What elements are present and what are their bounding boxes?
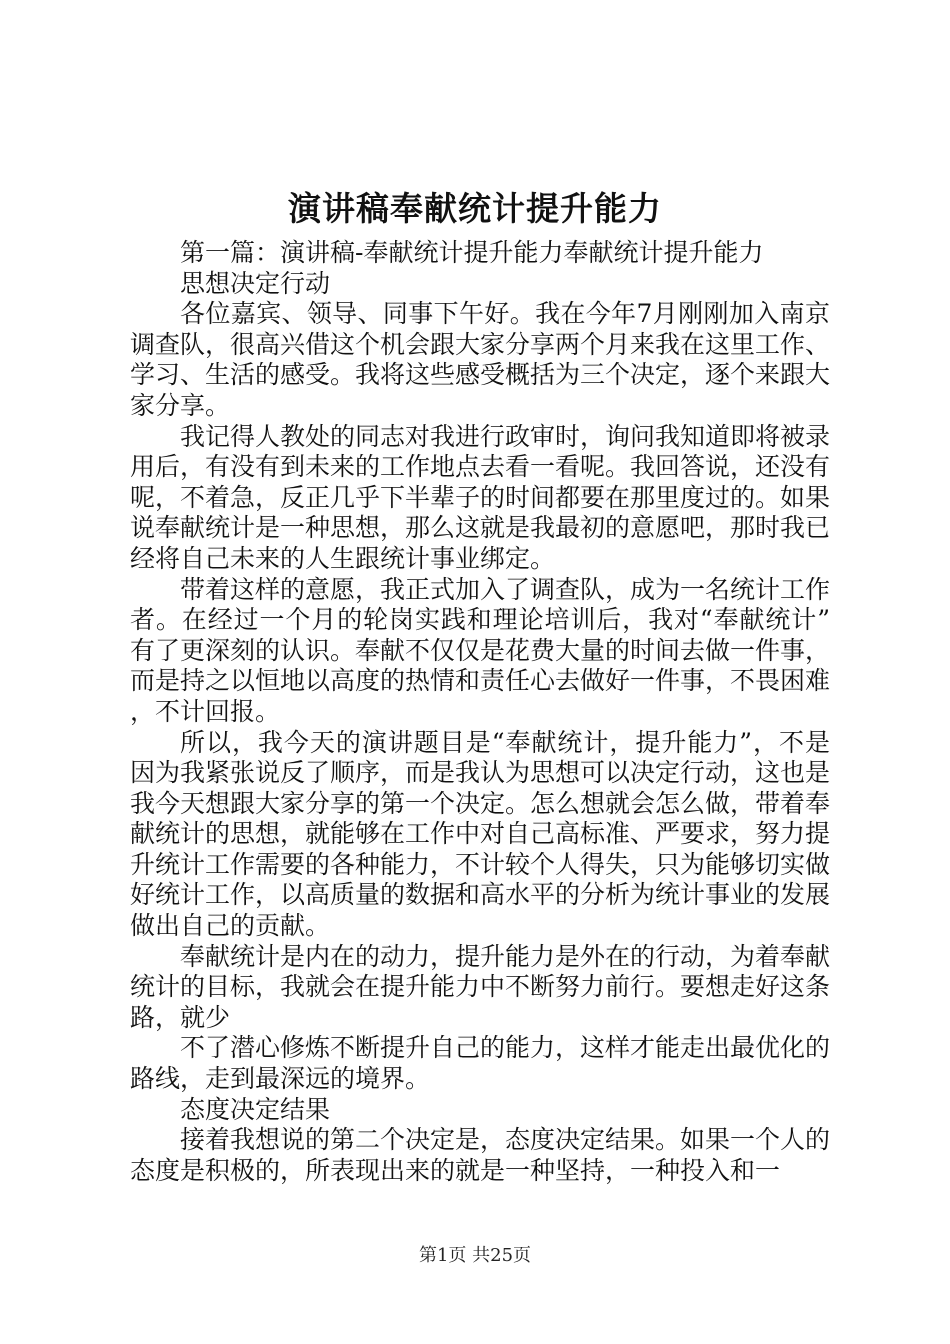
section-heading: 态度决定结果 [180, 1094, 331, 1124]
page-number-footer: 第1页 共25页 [418, 1245, 532, 1266]
document-title: 演讲稿奉献统计提升能力 [288, 189, 662, 228]
paragraph: 各位嘉宾、领导、同事下午好。我在今年7月刚刚加入南京调查队，很高兴借这个机会跟大家分享两个月来我在这里工作、学习、生活的感受。我将这些感受概括为三个决定，逐个来跟大家分享。 [130, 299, 831, 420]
paragraph: 奉献统计是内在的动力，提升能力是外在的行动，为着奉献统计的目标，我就会在提升能力中不断努力前行。要想走好这条路，就少 [130, 941, 831, 1032]
section-heading: 思想决定行动 [180, 268, 331, 298]
paragraph: 我记得人教处的同志对我进行政审时，询问我知道即将被录用后，有没有到未来的工作地点去看一看呢。我回答说，还没有呢，不着急，反正几乎下半辈子的时间都要在那里度过的。如果说奉献统计是一种思想，那么这就是我最初的意愿吧，那时我已经将自己未来的人生跟统计事业绑定。 [130, 421, 831, 573]
paragraph: 所以，我今天的演讲题目是“奉献统计，提升能力”，不是因为我紧张说反了顺序，而是我认为思想可以决定行动，这也是我今天想跟大家分享的第一个决定。怎么想就会怎么做，带着奉献统计的思想，就能够在工作中对自己高标准、严要求，努力提升统计工作需要的各种能力，不计较个人得失，只为能够切实做好统计工作，以高质量的数据和高水平的分析为统计事业的发展做出自己的贡献。 [130, 727, 831, 941]
paragraph: 接着我想说的第二个决定是，态度决定结果。如果一个人的态度是积极的，所表现出来的就是一种坚持，一种投入和一 [130, 1125, 831, 1185]
paragraph-subtitle: 第一篇：演讲稿-奉献统计提升能力奉献统计提升能力 [180, 238, 764, 267]
document-body [130, 238, 830, 1186]
paragraph: 带着这样的意愿，我正式加入了调查队，成为一名统计工作者。在经过一个月的轮岗实践和理论培训后，我对“奉献统计”有了更深刻的认识。奉献不仅仅是花费大量的时间去做一件事，而是持之以恒地以高度的热情和责任心去做好一件事，不畏困难，不计回报。 [130, 574, 831, 726]
paragraph: 不了潜心修炼不断提升自己的能力，这样才能走出最优化的路线，走到最深远的境界。 [130, 1033, 831, 1094]
